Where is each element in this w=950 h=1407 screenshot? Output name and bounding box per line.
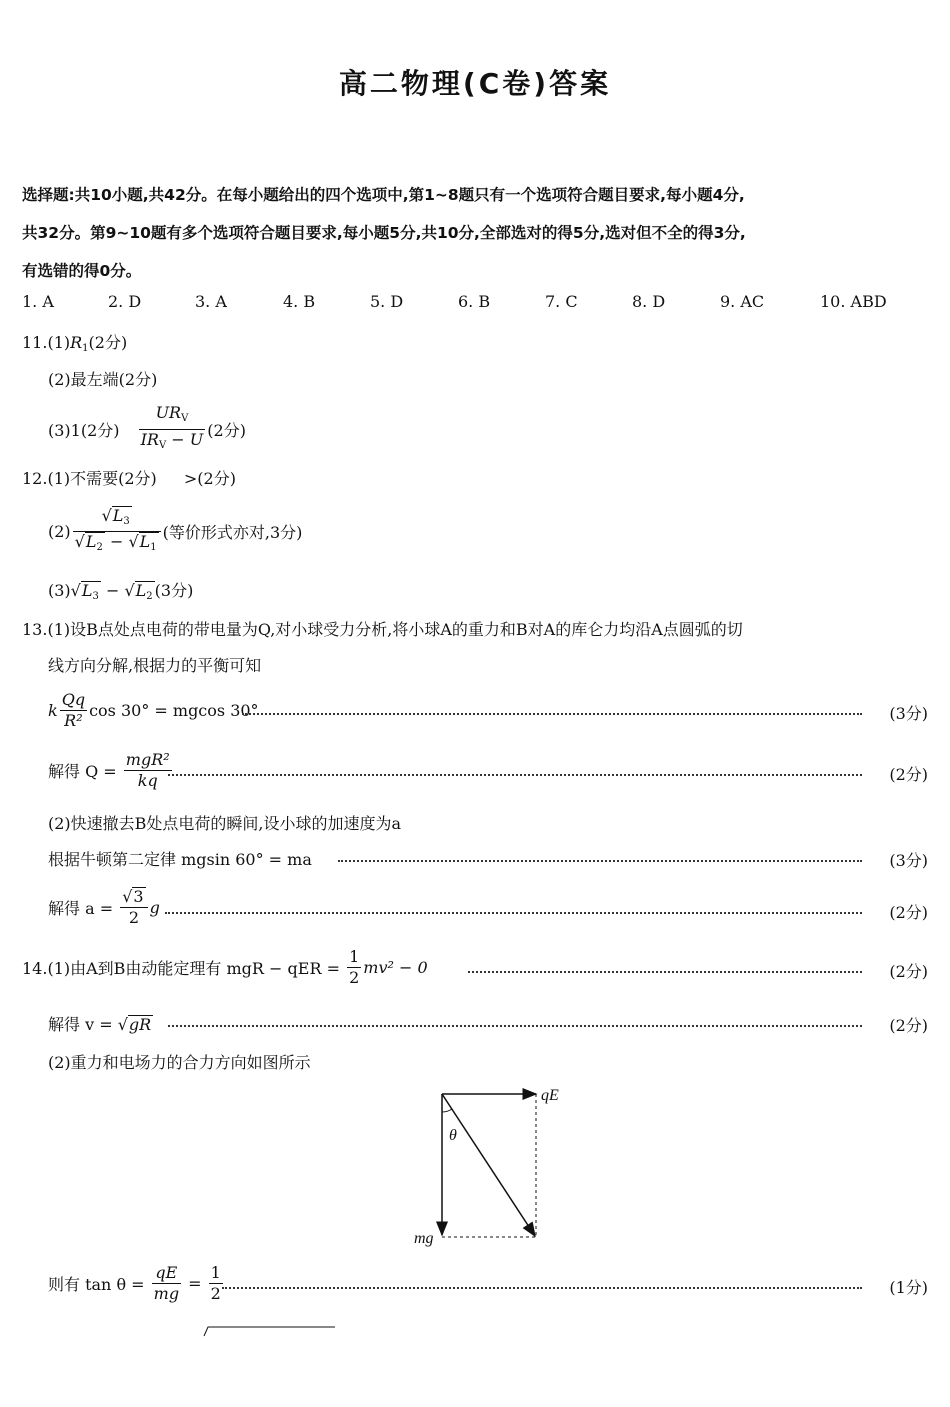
answer-6: 6. B <box>458 292 491 311</box>
q13-line2: 线方向分解,根据力的平衡可知 <box>48 656 262 675</box>
q12-fraction: $\frac{√L_3}{√L_2 - √L_1}$ <box>73 506 161 557</box>
q12-part3: $(3)√L_3 - √L_2$ (3分) <box>48 578 193 606</box>
q13-eq4-fraction: $\frac{√3}{2}$ <box>120 887 147 928</box>
resultant-arrow <box>442 1094 535 1236</box>
answer-4: 4. B <box>283 292 316 311</box>
q14-eq2-leader <box>168 1025 862 1027</box>
q13-eq4: 解得 a = $\frac{√3}{2}$ g <box>48 887 160 927</box>
label-mg: mg <box>414 1230 434 1247</box>
q13-eq2-fraction: $\frac{\text{mgR²}}{kq}$ <box>125 750 170 790</box>
q13-eq3: 根据牛顿第二定律 mgsin 60° = ma <box>48 850 312 869</box>
label-qE: qE <box>541 1087 559 1104</box>
q11-part3: (3)1(2分) $\frac{UR_V}{IR_V - U}$ (2分) <box>48 403 246 456</box>
q13-eq1: k $\frac{Qq}{\text{R²}}$ cos 30° = mgcos 30° <box>48 690 259 730</box>
q14-part2: (2)重力和电场力的合力方向如图所示 <box>48 1053 311 1072</box>
intro-line-1: 选择题:共10小题,共42分。在每小题给出的四个选项中,第1~8题只有一个选项符合题目要求,每小题4分, <box>22 186 745 204</box>
answer-10: 10. ABD <box>820 292 887 311</box>
q14-eq1-score: (2分) <box>889 962 928 981</box>
q14-eq1-fraction: $\frac{1}{2}$ <box>349 947 360 987</box>
q14-eq1: 14.(1)由A到B由动能定理有 mgR − qER = $\frac{1}{2}$ mv² − 0 <box>22 947 428 987</box>
intro-line-3: 有选错的得0分。 <box>22 262 142 280</box>
q14-eq2-score: (2分) <box>889 1016 928 1035</box>
cutoff-radical <box>200 1322 340 1342</box>
label-theta: θ <box>449 1127 457 1144</box>
q14-eq3: 则有 tan θ = $\frac{qE}{mg}$ = $\frac{1}{2}$ <box>48 1263 221 1303</box>
answer-5: 5. D <box>370 292 404 311</box>
answer-1: 1. A <box>22 292 54 311</box>
answer-8: 8. D <box>632 292 666 311</box>
q13-eq4-leader <box>165 912 862 914</box>
q13-eq2-leader <box>168 774 862 776</box>
q13-line1: 13.(1)设B点处点电荷的带电量为Q,对小球受力分析,将小球A的重力和B对A的库仑力均沿A点圆弧的切 <box>22 620 743 639</box>
answer-9: 9. AC <box>720 292 765 311</box>
q13-eq3-score: (3分) <box>889 851 928 870</box>
q13-eq1-leader <box>242 713 862 715</box>
q13-part2: (2)快速撤去B处点电荷的瞬间,设小球的加速度为a <box>48 814 402 833</box>
q13-eq2-score: (2分) <box>889 765 928 784</box>
q13-eq4-score: (2分) <box>889 903 928 922</box>
q14-eq3-fraction1: $\frac{qE}{mg}$ <box>153 1263 180 1303</box>
intro-line-2: 共32分。第9~10题有多个选项符合题目要求,每小题5分,共10分,全部选对的得5分,选对但不全的得3分, <box>22 224 746 242</box>
q14-eq2: 解得 v = √gR <box>48 1015 152 1034</box>
q14-eq3-leader <box>222 1287 862 1289</box>
force-diagram <box>405 1078 585 1248</box>
q13-eq3-leader <box>338 860 862 862</box>
page-title: 高二物理(C卷)答案 <box>338 67 612 100</box>
q12-part2: (2) $\frac{√L_3}{√L_2 - √L_1}$ (等价形式亦对,3分) <box>48 506 302 557</box>
q11-part1: $11.(1)R_1(2$分) <box>22 333 128 354</box>
q13-eq1-fraction: $\frac{Qq}{\text{R²}}$ <box>61 690 86 730</box>
answer-7: 7. C <box>545 292 578 311</box>
answer-2: 2. D <box>108 292 142 311</box>
intro-paragraph <box>22 176 932 290</box>
q14-eq3-score: (1分) <box>889 1278 928 1297</box>
q13-eq2: 解得 Q = $\frac{\text{mgR²}}{kq}$ <box>48 750 170 790</box>
q11-part2: (2)最左端(2分) <box>48 370 158 389</box>
q12-part1: 12.(1)不需要(2分) >(2分) <box>22 469 236 488</box>
q14-eq3-fraction2: $\frac{1}{2}$ <box>210 1263 221 1303</box>
q14-eq1-leader <box>468 971 862 973</box>
q11-fraction: $\frac{UR_V}{IR_V - U}$ <box>140 403 204 451</box>
theta-arc <box>442 1109 452 1112</box>
answer-3: 3. A <box>195 292 227 311</box>
q13-eq1-score: (3分) <box>889 704 928 723</box>
